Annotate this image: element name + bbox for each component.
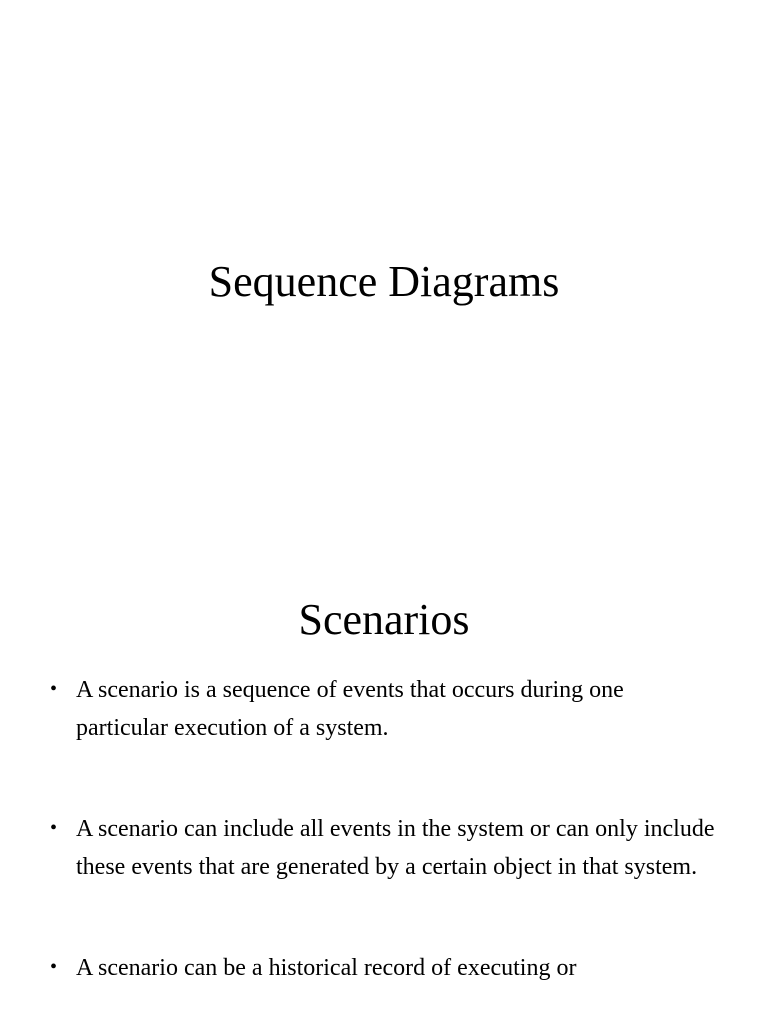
- slide-title: Scenarios: [298, 595, 470, 644]
- bullet-dot-icon: •: [50, 956, 58, 978]
- bullet-text: A scenario is a sequence of events that occurs during one particular execution of a system.: [76, 677, 624, 741]
- slide-title: Sequence Diagrams: [208, 257, 560, 306]
- slide-scenarios: [0, 576, 768, 1024]
- bullet-item: [50, 672, 720, 747]
- bullet-item: [50, 950, 720, 988]
- bullet-item: [50, 811, 720, 886]
- bullet-dot-icon: •: [50, 678, 58, 700]
- bullet-text: A scenario can be a historical record of executing or: [76, 955, 577, 981]
- bullet-dot-icon: •: [50, 817, 58, 839]
- bullet-list: [50, 672, 720, 1024]
- bullet-text: A scenario can include all events in the system or can only include these events that are generated by a certain object in that system.: [76, 816, 715, 880]
